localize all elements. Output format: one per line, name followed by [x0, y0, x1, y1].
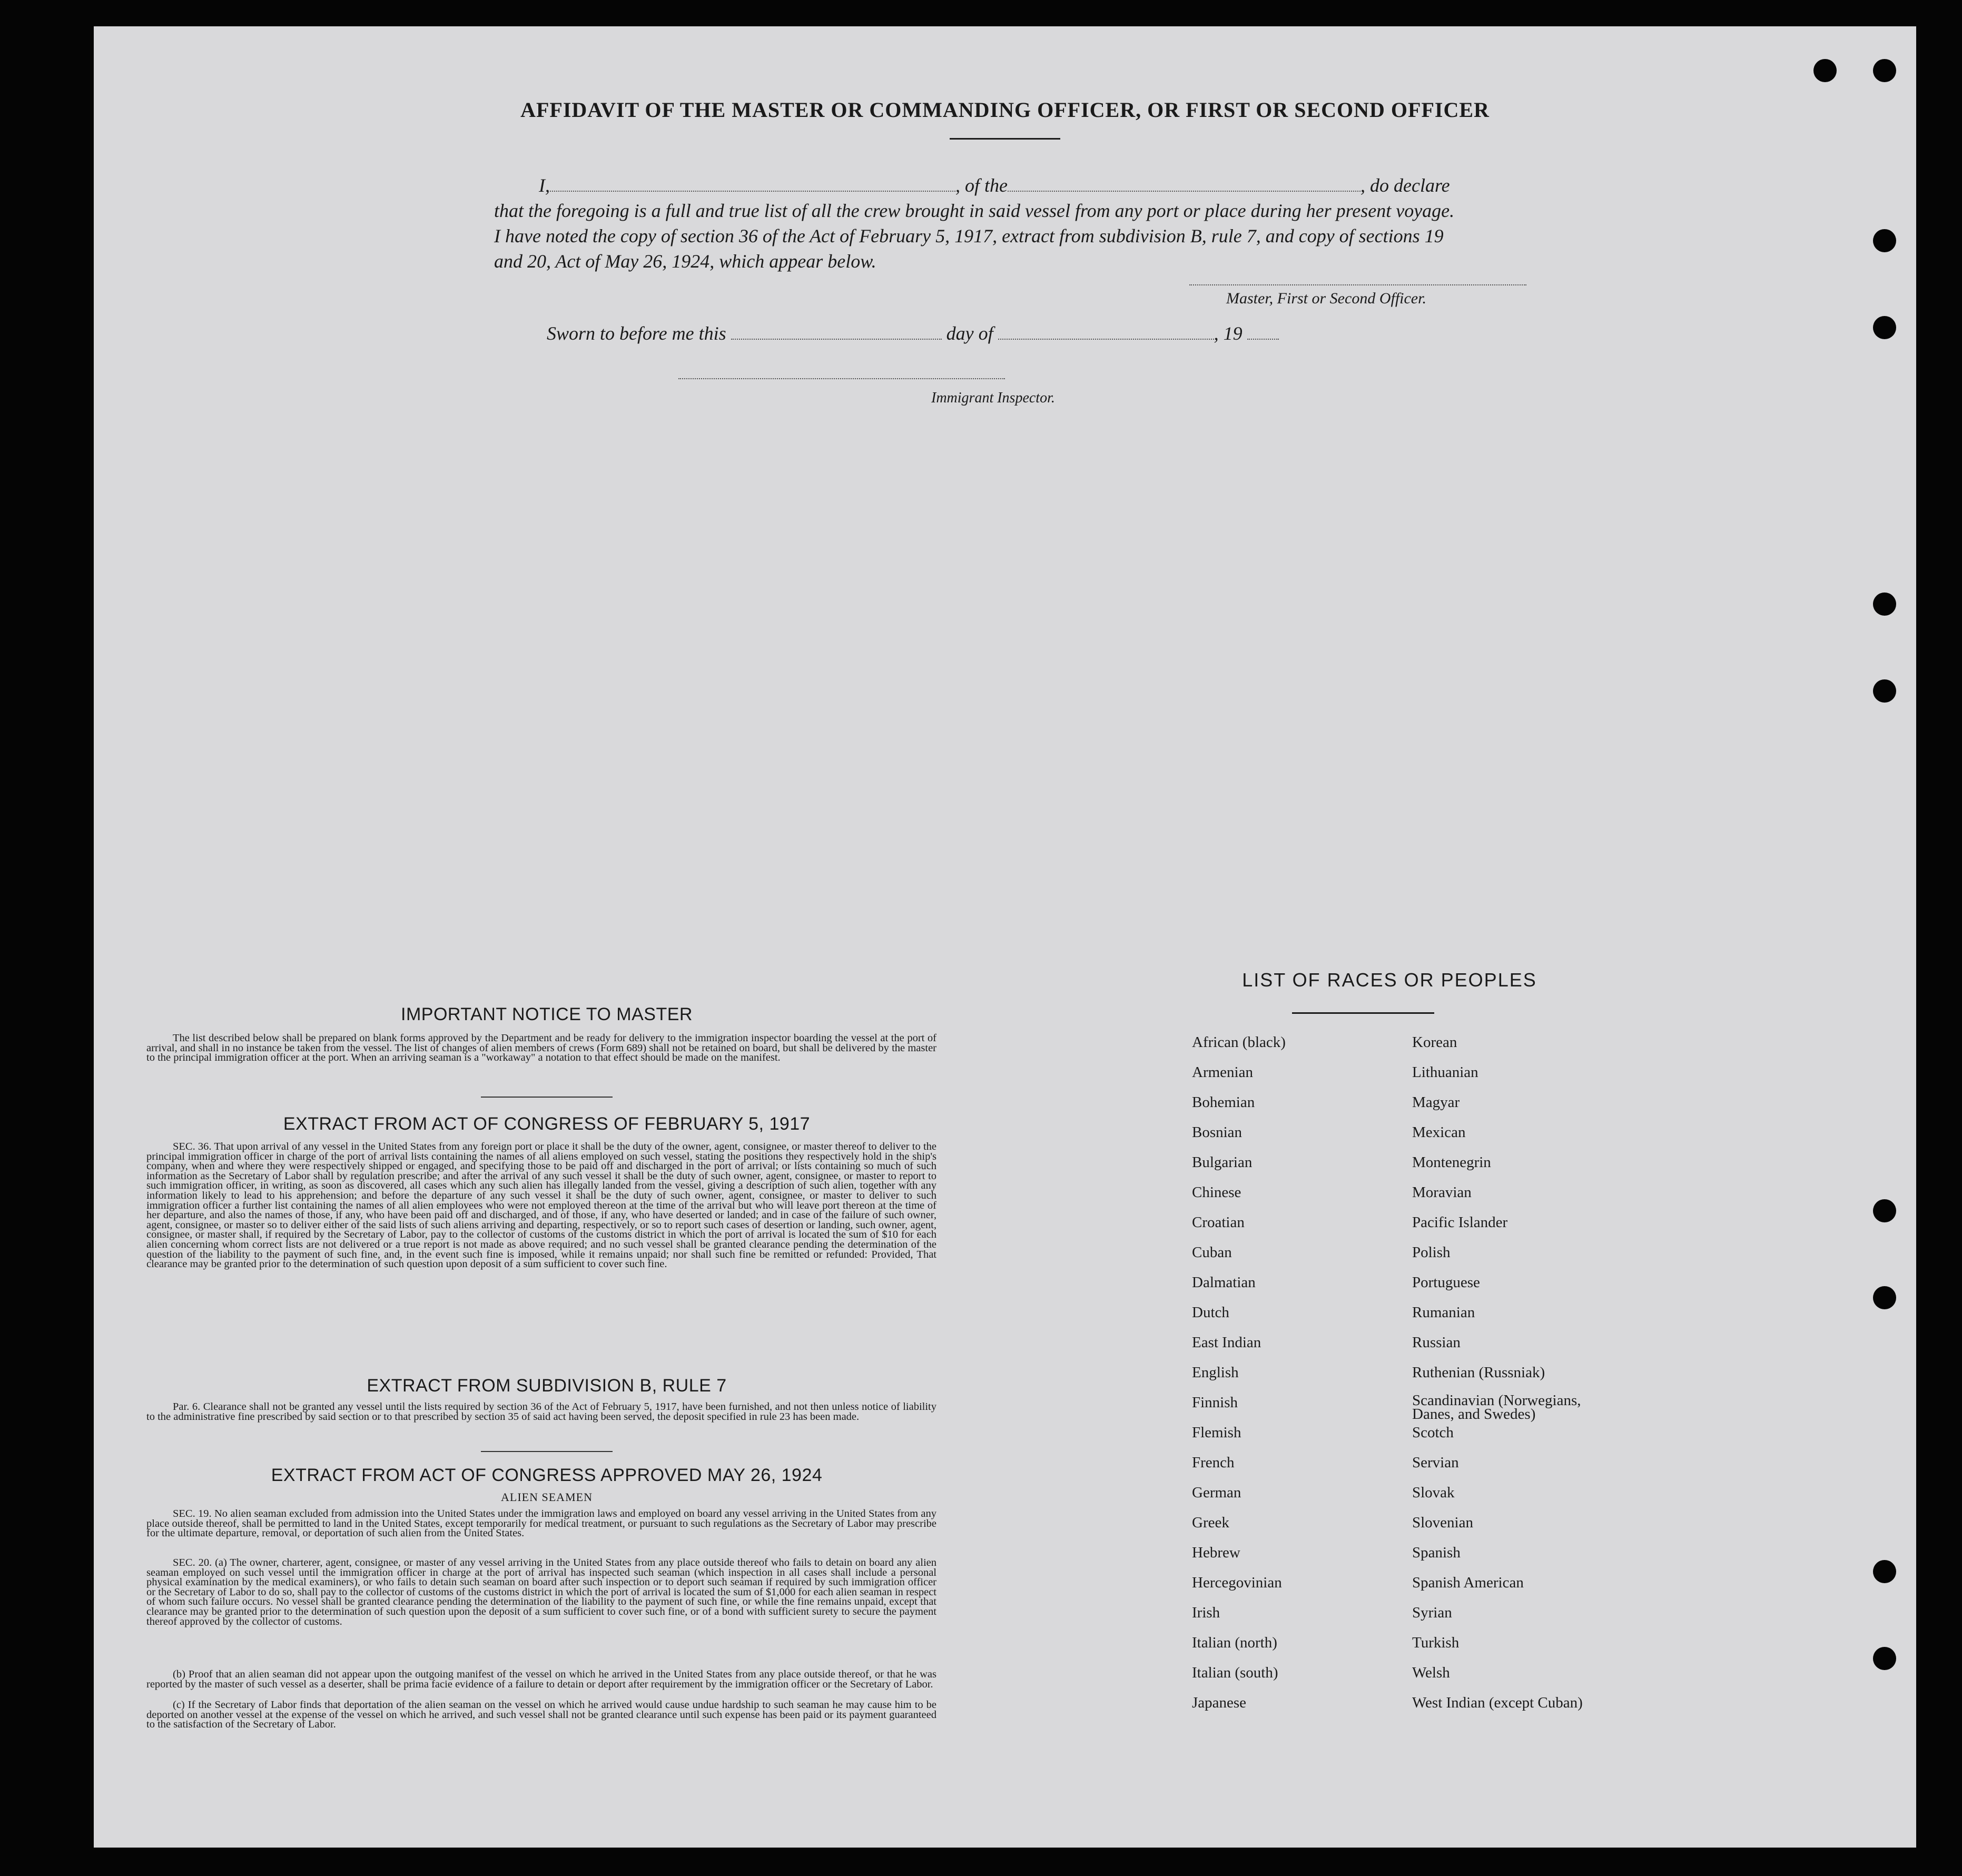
punch-hole [1873, 1286, 1896, 1309]
declarant-name-field[interactable] [550, 175, 955, 192]
races-title-rule [1292, 1012, 1434, 1014]
race-item: English [1192, 1364, 1239, 1381]
sworn-day-of: day of [946, 323, 993, 344]
extract-1924-sec20c: (c) If the Secretary of Labor finds that deportation of the alien seaman on the vessel on which he arrived would cause undue hardship to such seaman he may cause him to be deported on another vessel at the expense of the vessel on which he arrived, and such vessel shall not be granted clearance until such expense has been paid or its payment guaranteed to the satisfaction of the Secretary of Labor. [146, 1699, 936, 1731]
race-item: Croatian [1192, 1214, 1245, 1231]
race-item: Lithuanian [1412, 1064, 1478, 1081]
alien-seamen-subtitle: ALIEN SEAMEN [501, 1490, 593, 1504]
extract-1924-sec19: SEC. 19. No alien seaman excluded from admission into the United States under the immigration laws and employed on board any vessel arriving in the United States from any place outside thereof, shall be permitted to land in the United States, except temporarily for medical treatment, or pursuant to such regulations as the Secretary of Labor may prescribe for the ultimate departure, removal, or deportation of such alien from the United States. [146, 1508, 936, 1539]
sworn-prefix: Sworn to before me this [547, 323, 726, 344]
race-item: Welsh [1412, 1664, 1450, 1681]
race-item: Servian [1412, 1454, 1459, 1471]
punch-hole [1873, 229, 1896, 252]
race-item: Montenegrin [1412, 1154, 1491, 1171]
race-item: Ruthenian (Russniak) [1412, 1364, 1545, 1381]
race-item: Rumanian [1412, 1304, 1475, 1321]
race-item: Italian (north) [1192, 1634, 1277, 1651]
document-page [94, 26, 1916, 1848]
race-item: Chinese [1192, 1184, 1241, 1201]
extract-1924-sec20b: (b) Proof that an alien seaman did not appear upon the outgoing manifest of the vessel on which he arrived in the United States from any place outside thereof, or that he was reported by the master of such vessel as a deserter, shall be prima facie evidence of a failure to detain or deport after requirement by the immigration officer or the Secretary of Labor. [146, 1668, 936, 1690]
race-item: Finnish [1192, 1394, 1238, 1411]
race-item: Spanish American [1412, 1574, 1524, 1591]
race-item: Turkish [1412, 1634, 1460, 1651]
vessel-prefix: , of the [955, 175, 1008, 196]
affidavit-declaration [494, 173, 1521, 274]
race-item: Polish [1412, 1244, 1451, 1261]
sworn-year: , 19 [1214, 323, 1243, 344]
vessel-name-field[interactable] [1008, 175, 1360, 192]
punch-hole [1873, 1647, 1896, 1670]
affidavit-title: AFFIDAVIT OF THE MASTER OR COMMANDING OFFICER, OR FIRST OR SECOND OFFICER [520, 98, 1490, 122]
race-item: Dutch [1192, 1304, 1229, 1321]
race-item: Bosnian [1192, 1124, 1243, 1141]
declaration-line-3: I have noted the copy of section 36 of the Act of February 5, 1917, extract from subdivision B, rule 7, and copy of sections 19 [494, 225, 1444, 246]
race-item: West Indian (except Cuban) [1412, 1694, 1583, 1711]
race-item: Moravian [1412, 1184, 1472, 1201]
race-item: Italian (south) [1192, 1664, 1278, 1681]
punch-hole [1813, 59, 1837, 82]
race-item: Scandinavian (Norwegians, Danes, and Swedes) [1412, 1392, 1581, 1423]
race-item: Mexican [1412, 1124, 1466, 1141]
race-item: Bulgarian [1192, 1154, 1253, 1171]
title-rule [950, 138, 1060, 140]
punch-hole [1873, 1199, 1896, 1222]
race-item: Armenian [1192, 1064, 1253, 1081]
signature-line[interactable] [1189, 284, 1526, 285]
extract-1917-body: SEC. 36. That upon arrival of any vessel in the United States from any foreign port or place it shall be the duty of the owner, agent, consignee, or master thereof to deliver to the principal immigration officer in charge of the port of arrival lists containing the names of all aliens employed on such vessel, stating the positions they respectively hold in the ship's company, when and where they were respectively shipped or engaged, and specifying those to be paid off and discharged in the port of arrival; or lists containing so much of such information as the Secretary of Labor shall by regulation prescribe; and after the arrival of any such vessel it shall be the duty of such owner, agent, consignee, or master to report to such immigration officer, in writing, as soon as discovered, all cases which any such alien has illegally landed from the vessel, giving a description of such alien, together with any information likely to lead to his apprehension; and before the departure of any such vessel it shall be the duty of such owner, agent, consignee, or master to deliver to such immigration officer a further list containing the names of all alien employees who were not employed thereon at the time of the arrival but who will leave port thereon at the time of her departure, and also the names of those, if any, who have been paid off and discharged, and of those, if any, who have deserted or landed; and in case of the failure of such owner, agent, consignee, or master so to deliver either of the said lists of such aliens arriving and departing, respectively, or so to report such cases of desertion or landing, such owner, agent, consignee, or master shall, if required by the Secretary of Labor, pay to the collector of customs of the customs district in which the port of arrival is located the sum of $10 for each alien concerning whom correct lists are not delivered or a true report is not made as above required; and no such vessel shall be granted clearance pending the determination of the question of the liability to the payment of such fine, and, in the event such fine is imposed, while it remains unpaid; nor shall such fine be remitted or refunded: Provided, That clearance may be granted prior to the determination of such question upon deposit of a sum sufficient to cover such fine. [146, 1141, 936, 1270]
race-item: Flemish [1192, 1424, 1241, 1441]
races-left-column [1192, 1033, 1286, 1724]
declarant-prefix: I, [539, 175, 550, 196]
race-item: Portuguese [1412, 1274, 1480, 1291]
race-item: Bohemian [1192, 1094, 1255, 1111]
sworn-day-field[interactable] [731, 323, 942, 340]
declare-text: , do declare [1360, 175, 1450, 196]
sworn-statement [547, 322, 1279, 344]
race-item: Korean [1412, 1034, 1457, 1051]
race-item: Russian [1412, 1334, 1461, 1351]
punch-hole [1873, 59, 1896, 82]
extract-1924-title: EXTRACT FROM ACT OF CONGRESS APPROVED MAY 26, 1924 [271, 1465, 823, 1485]
races-title: LIST OF RACES OR PEOPLES [1242, 969, 1537, 991]
punch-hole [1873, 593, 1896, 616]
races-right-column [1412, 1033, 1612, 1724]
sworn-year-field[interactable] [1247, 323, 1279, 340]
notice-body: The list described below shall be prepared on blank forms approved by the Department and be ready for delivery to the immigration inspector boarding the vessel at the port of arrival, and shall in no instance be taken from the vessel. The list of changes of alien members of crews (Form 689) shall not be retained on board, but shall be delivered by the master to the principal immigration officer at the port. When an arriving seaman is a "workaway" a notation to that effect should be made on the manifest. [146, 1032, 936, 1064]
race-item: Pacific Islander [1412, 1214, 1508, 1231]
declaration-line-2: that the foregoing is a full and true list of all the crew brought in said vessel from any port or place during her present voyage. [494, 200, 1455, 221]
race-item: German [1192, 1484, 1241, 1501]
race-item: Cuban [1192, 1244, 1232, 1261]
race-item: Syrian [1412, 1604, 1452, 1621]
race-item: African (black) [1192, 1034, 1286, 1051]
section-divider [481, 1097, 613, 1098]
extract-rule7-body: Par. 6. Clearance shall not be granted any vessel until the lists required by section 36 of the Act of February 5, 1917, have been furnished, and not then unless notice of liability to the administrative fine prescribed by said section or to that prescribed by section 35 of said act having been served, the deposit specified in rule 23 has been made. [146, 1401, 936, 1423]
race-item: Slovak [1412, 1484, 1455, 1501]
race-item: Spanish [1412, 1544, 1461, 1561]
sworn-month-field[interactable] [998, 323, 1214, 340]
race-item: Scotch [1412, 1424, 1454, 1441]
race-item: Irish [1192, 1604, 1220, 1621]
race-item: French [1192, 1454, 1235, 1471]
race-item: Magyar [1412, 1094, 1460, 1111]
inspector-signature-line[interactable] [678, 378, 1005, 379]
signature-label: Master, First or Second Officer. [1226, 290, 1426, 307]
race-item: Greek [1192, 1514, 1229, 1531]
race-item: Slovenian [1412, 1514, 1473, 1531]
extract-rule7-title: EXTRACT FROM SUBDIVISION B, RULE 7 [367, 1376, 727, 1396]
inspector-label: Immigrant Inspector. [931, 390, 1055, 406]
race-item: Hebrew [1192, 1544, 1240, 1561]
punch-hole [1873, 679, 1896, 703]
race-item: East Indian [1192, 1334, 1261, 1351]
extract-1917-title: EXTRACT FROM ACT OF CONGRESS OF FEBRUARY 5, 1917 [283, 1114, 811, 1134]
race-item: Hercegovinian [1192, 1574, 1282, 1591]
punch-hole [1873, 1560, 1896, 1583]
declaration-line-4: and 20, Act of May 26, 1924, which appear below. [494, 251, 876, 272]
race-item: Japanese [1192, 1694, 1247, 1711]
notice-title: IMPORTANT NOTICE TO MASTER [401, 1004, 693, 1024]
section-divider [481, 1451, 613, 1452]
punch-hole [1873, 316, 1896, 339]
extract-1924-sec20a: SEC. 20. (a) The owner, charterer, agent, consignee, or master of any vessel arriving in the United States from any place outside thereof who fails to detain on board any alien seaman employed on such vessel until the immigration officer in charge at the port of arrival has inspected such seaman (which inspection in all cases shall include a personal physical examination by the medical examiners), or who fails to detain such seaman on board after such inspection or to deport such seaman if required by such immigration officer or the Secretary of Labor to do so, shall pay to the collector of customs of the customs district in which the port of arrival is located the sum of $1,000 for each alien seaman in respect of whom such failure occurs. No vessel shall be granted clearance pending the determination of the liability to the payment of such fine, or while the fine remains unpaid, except that clearance may be granted prior to the determination of such question upon the deposit of a sum sufficient to cover such fine, or of a bond with sufficient surety to secure the payment thereof approved by the collector of customs. [146, 1557, 936, 1627]
race-item: Dalmatian [1192, 1274, 1256, 1291]
